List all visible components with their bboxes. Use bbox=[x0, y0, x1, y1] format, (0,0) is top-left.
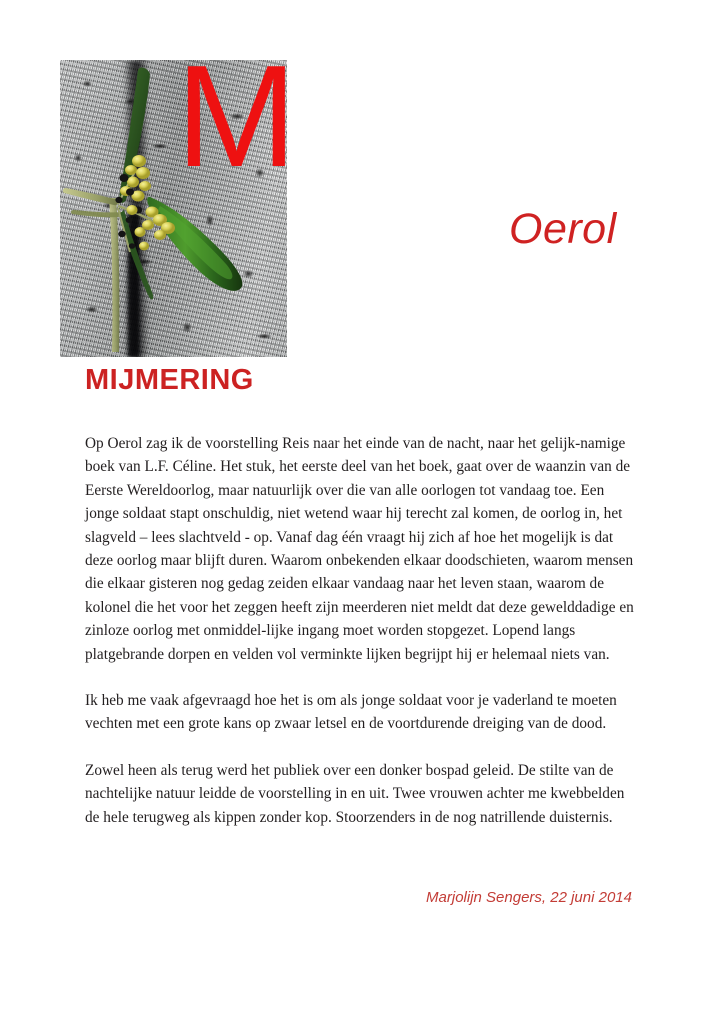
monogram-letter-m: M bbox=[176, 35, 295, 197]
section-heading: MIJMERING bbox=[85, 364, 254, 396]
paragraph-2: Ik heb me vaak afgevraagd hoe het is om als jonge soldaat voor je vaderland te moeten vechten met een grote kans op zwaar letsel en de voortdurende dreiging van de dood. bbox=[85, 692, 617, 733]
page-title: Oerol bbox=[509, 205, 617, 253]
paragraph-1: Op Oerol zag ik de voorstelling Reis naar het einde van de nacht, naar het gelijk-namige boek van L.F. Céline. Het stuk, het eerste deel van het boek, gaat over de waanzin van de Eerste Wereldoorlog, maar natuurlijk over die van alle oorlogen tot vandaag toe. Een jonge soldaat stapt onschuldig, niet wetend waar hij terecht zal komen, de oorlog in, het slagveld – lees slachtveld - op. Vanaf dag één vraagt hij zich af hoe het mogelijk is dat deze oorlog maar blijft duren. Waarom onbekenden elkaar doodschieten, waarom mensen die elkaar gisteren nog gedag zeiden elkaar vandaag naar het leven staan, waarom de kolonel die het voor het zeggen heeft zijn meerderen niet meldt dat deze gewelddadige en zinloze oorlog met onmiddel-lijke ingang moet worden stopgezet. Lopend langs platgebrande dorpen en velden vol verminkte lijken begrijpt hij er helemaal niets van. bbox=[85, 435, 634, 663]
paragraph-3: Zowel heen als terug werd het publiek over een donker bospad geleid. De stilte van de nachtelijke natuur leidde de voorstelling in en uit. Twee vrouwen achter me kwebbelden de hele terugweg als kippen zonder kop. Stoorzenders in de nog natrillende duisternis. bbox=[85, 761, 625, 826]
author-signature: Marjolijn Sengers, 22 juni 2014 bbox=[426, 889, 632, 906]
article-body bbox=[85, 432, 635, 852]
